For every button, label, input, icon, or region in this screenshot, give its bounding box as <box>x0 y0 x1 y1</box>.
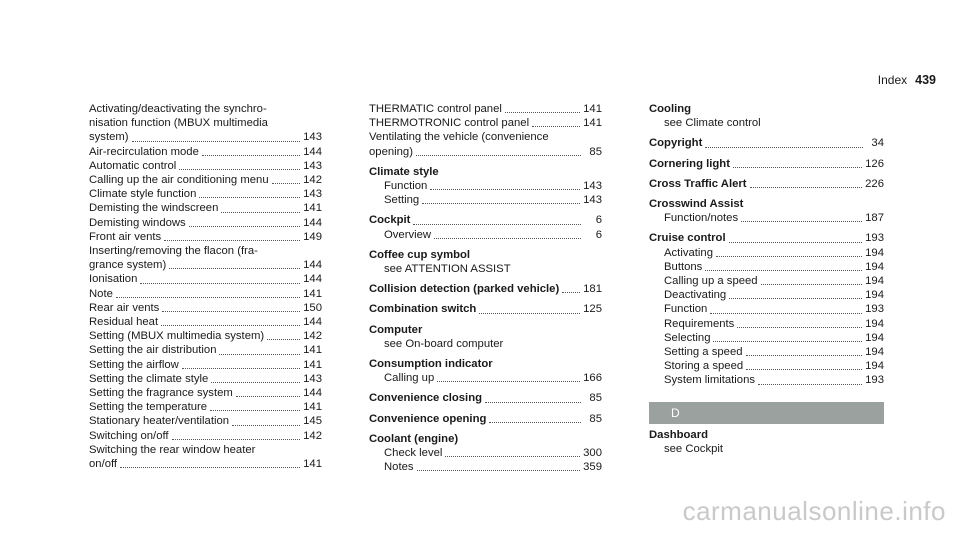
entry-title: Coffee cup symbol <box>369 248 471 261</box>
entry-text: System limitations <box>664 374 756 387</box>
index-line <box>369 228 602 242</box>
page-ref: 359 <box>583 461 602 474</box>
entry-text: THERMOTRONIC control panel <box>369 117 530 130</box>
entry-text: nisation function (MBUX multimedia <box>89 117 268 130</box>
index-line <box>89 201 322 215</box>
entry-text: Calling up <box>384 372 435 385</box>
page-ref: 144 <box>303 316 322 329</box>
index-entry-consumption <box>369 357 602 385</box>
entry-title: Cockpit <box>369 214 411 227</box>
entry-title: Crosswind Assist <box>649 198 744 211</box>
see-reference: see ATTENTION ASSIST <box>384 263 511 276</box>
page-ref: 143 <box>303 159 322 172</box>
entry-text: Buttons <box>664 260 703 273</box>
entry-title: Cooling <box>649 103 692 115</box>
index-column-3 <box>649 102 884 456</box>
entry-text: on/off <box>89 458 118 471</box>
leader-dots <box>211 382 300 383</box>
page-ref: 193 <box>865 232 884 245</box>
index-line <box>89 244 322 258</box>
page-ref: 144 <box>303 387 322 400</box>
index-line <box>89 457 322 471</box>
index-line <box>89 301 322 315</box>
leader-dots <box>562 292 580 293</box>
leader-dots <box>182 368 300 369</box>
page-ref: 194 <box>865 260 884 273</box>
leader-dots <box>132 141 301 142</box>
index-line <box>89 400 322 414</box>
page-ref: 6 <box>595 228 602 241</box>
index-entry-cooling <box>649 102 884 130</box>
leader-dots <box>219 354 300 355</box>
index-line <box>369 116 602 130</box>
index-column-2 <box>369 102 602 474</box>
page-ref: 6 <box>595 214 602 227</box>
leader-dots <box>164 240 300 241</box>
leader-dots <box>729 298 862 299</box>
page-ref: 194 <box>865 275 884 288</box>
index-line <box>369 193 602 207</box>
entry-text: Calling up a speed <box>664 275 758 288</box>
entry-text: Activating <box>664 246 713 259</box>
leader-dots <box>430 189 580 190</box>
entry-text: Selecting <box>664 331 711 344</box>
index-line <box>89 159 322 173</box>
leader-dots <box>445 456 580 457</box>
index-entry-dashboard <box>649 428 884 456</box>
index-line <box>89 130 322 144</box>
entry-text: Demisting the windscreen <box>89 202 219 215</box>
leader-dots <box>172 439 301 440</box>
entry-text: Setting the air distribution <box>89 344 217 357</box>
leader-dots <box>710 313 862 314</box>
page-ref: 144 <box>303 145 322 158</box>
entry-text: Function <box>384 180 428 193</box>
see-reference: see Climate control <box>664 117 761 130</box>
page-ref: 226 <box>865 177 884 190</box>
page-ref: 143 <box>303 372 322 385</box>
leader-dots <box>236 396 300 397</box>
index-line <box>89 429 322 443</box>
leader-dots <box>202 155 300 156</box>
index-line <box>649 331 884 345</box>
entry-text: Climate style function <box>89 188 197 201</box>
index-line <box>89 230 322 244</box>
index-line <box>369 130 602 144</box>
leader-dots <box>169 268 300 269</box>
see-reference: see Cockpit <box>664 442 724 455</box>
entry-text: system) <box>89 131 129 144</box>
page-ref: 142 <box>303 330 322 343</box>
leader-dots <box>434 238 581 239</box>
page-ref: 194 <box>865 331 884 344</box>
index-line <box>89 116 322 130</box>
entry-text: Deactivating <box>664 289 727 302</box>
index-line <box>649 211 884 225</box>
entry-text: Stationary heater/ventilation <box>89 415 230 428</box>
index-entry-climate-style <box>369 165 602 208</box>
entry-text: Function/notes <box>664 212 739 225</box>
leader-dots <box>505 112 580 113</box>
index-line <box>89 443 322 457</box>
index-entry-coffee-cup <box>369 248 602 276</box>
index-line <box>89 102 322 116</box>
leader-dots <box>417 470 581 471</box>
entry-title: Cross Traffic Alert <box>649 177 747 190</box>
page-ref: 181 <box>583 283 602 296</box>
index-entry-cruise-control <box>649 231 884 387</box>
entry-text: Function <box>664 303 708 316</box>
page-ref: 194 <box>865 289 884 302</box>
page-ref: 194 <box>865 360 884 373</box>
index-line <box>369 371 602 385</box>
page-ref: 34 <box>871 137 884 150</box>
entry-text: Setting (MBUX multimedia system) <box>89 330 265 343</box>
leader-dots <box>413 224 581 225</box>
index-entry-coolant <box>369 432 602 475</box>
entry-text: Setting <box>384 194 420 207</box>
entry-title: Copyright <box>649 137 703 150</box>
index-line <box>89 216 322 230</box>
index-line <box>649 345 884 359</box>
page-ref: 194 <box>865 346 884 359</box>
entry-text: Setting a speed <box>664 346 743 359</box>
page-ref: 143 <box>303 131 322 144</box>
index-line <box>369 179 602 193</box>
index-line <box>89 315 322 329</box>
leader-dots <box>750 187 863 188</box>
entry-text: Ventilating the vehicle (convenience <box>369 131 549 144</box>
leader-dots <box>140 283 300 284</box>
entry-text: Setting the fragrance system <box>89 387 233 400</box>
page-ref: 141 <box>583 103 602 115</box>
index-entry-copyright <box>649 136 884 150</box>
index-line <box>369 460 602 474</box>
entry-title: Convenience opening <box>369 412 487 425</box>
entry-text: Demisting windows <box>89 216 186 229</box>
page-ref: 150 <box>303 301 322 314</box>
entry-text: Activating/deactivating the synchro- <box>89 103 267 115</box>
index-line <box>649 260 884 274</box>
leader-dots <box>232 425 300 426</box>
leader-dots <box>746 355 863 356</box>
page-ref: 194 <box>865 317 884 330</box>
page-ref: 141 <box>583 117 602 130</box>
entry-text: Ionisation <box>89 273 138 286</box>
leader-dots <box>210 410 300 411</box>
page-ref: 166 <box>583 372 602 385</box>
leader-dots <box>741 221 862 222</box>
entry-text: Residual heat <box>89 316 159 329</box>
page-ref: 141 <box>303 287 322 300</box>
entry-title: Climate style <box>369 165 439 178</box>
entry-text: Requirements <box>664 317 735 330</box>
entry-title: Combination switch <box>369 303 477 316</box>
entry-text: Air-recirculation mode <box>89 145 199 158</box>
index-line <box>89 173 322 187</box>
leader-dots <box>713 341 862 342</box>
page-ref: 141 <box>303 358 322 371</box>
index-entry-collision <box>369 282 602 296</box>
page-ref: 141 <box>303 401 322 414</box>
entry-title: Dashboard <box>649 428 709 441</box>
entry-title: Cruise control <box>649 232 726 245</box>
index-entry-convenience-opening <box>369 412 602 426</box>
entry-text: Switching the rear window heater <box>89 443 256 456</box>
index-line <box>89 187 322 201</box>
leader-dots <box>479 313 580 314</box>
leader-dots <box>116 297 300 298</box>
index-line <box>649 288 884 302</box>
index-line <box>89 272 322 286</box>
index-line <box>369 145 602 159</box>
leader-dots <box>737 327 862 328</box>
page-ref: 143 <box>303 188 322 201</box>
page-ref: 85 <box>589 392 602 405</box>
page-ref: 149 <box>303 230 322 243</box>
entry-title: Convenience closing <box>369 392 482 405</box>
index-line <box>89 414 322 428</box>
index-column-1 <box>89 102 322 471</box>
index-line <box>649 274 884 288</box>
leader-dots <box>761 284 863 285</box>
page-ref: 187 <box>865 212 884 225</box>
leader-dots <box>746 369 862 370</box>
index-line <box>649 302 884 316</box>
index-line <box>369 102 602 116</box>
page-ref: 85 <box>589 412 602 425</box>
see-reference: see On-board computer <box>384 337 504 350</box>
entry-text: Note <box>89 287 113 300</box>
page-number: 439 <box>915 73 936 87</box>
leader-dots <box>437 381 580 382</box>
page-ref: 144 <box>303 216 322 229</box>
page-ref: 142 <box>303 429 322 442</box>
leader-dots <box>120 467 300 468</box>
entry-text: Notes <box>384 461 414 474</box>
leader-dots <box>162 311 300 312</box>
entry-text: Front air vents <box>89 230 162 243</box>
index-line <box>649 317 884 331</box>
leader-dots <box>199 197 300 198</box>
index-entry-cockpit <box>369 213 602 241</box>
index-line <box>649 246 884 260</box>
index-entry-convenience-closing <box>369 391 602 405</box>
index-line <box>89 358 322 372</box>
page-ref: 144 <box>303 273 322 286</box>
page-ref: 85 <box>589 145 602 158</box>
leader-dots <box>272 183 301 184</box>
page-ref: 143 <box>583 180 602 193</box>
entry-text: Overview <box>384 228 432 241</box>
leader-dots <box>161 325 300 326</box>
index-line <box>89 258 322 272</box>
page-ref: 300 <box>583 447 602 460</box>
leader-dots <box>705 270 862 271</box>
index-line <box>89 145 322 159</box>
leader-dots <box>716 256 862 257</box>
index-line <box>89 372 322 386</box>
leader-dots <box>189 226 300 227</box>
letter-section-header: D <box>649 402 884 424</box>
leader-dots <box>179 169 300 170</box>
entry-text: Calling up the air conditioning menu <box>89 174 269 187</box>
entry-text: THERMATIC control panel <box>369 103 502 115</box>
index-line <box>89 386 322 400</box>
entry-text: Storing a speed <box>664 360 744 373</box>
entry-title: Collision detection (parked vehicle) <box>369 283 560 296</box>
index-line <box>89 343 322 357</box>
entry-title: Coolant (engine) <box>369 432 459 445</box>
leader-dots <box>267 339 300 340</box>
index-line <box>369 446 602 460</box>
page-ref: 194 <box>865 246 884 259</box>
index-line <box>649 359 884 373</box>
page-ref: 142 <box>303 174 322 187</box>
entry-text: Inserting/removing the flacon (fra- <box>89 245 258 258</box>
page-ref: 126 <box>865 157 884 170</box>
entry-title: Computer <box>369 323 423 336</box>
page-ref: 125 <box>583 303 602 316</box>
page-ref: 141 <box>303 458 322 471</box>
entry-text: Setting the climate style <box>89 372 209 385</box>
entry-text: Setting the temperature <box>89 401 208 414</box>
index-line <box>649 373 884 387</box>
page-ref: 144 <box>303 259 322 272</box>
entry-title: Consumption indicator <box>369 358 493 371</box>
index-line <box>89 329 322 343</box>
watermark: carmanualsonline.info <box>682 496 946 526</box>
page-ref: 141 <box>303 202 322 215</box>
index-entry-cross-traffic-alert <box>649 177 884 191</box>
leader-dots <box>758 384 862 385</box>
entry-text: opening) <box>369 145 413 158</box>
leader-dots <box>485 402 581 403</box>
leader-dots <box>733 167 862 168</box>
entry-text: Rear air vents <box>89 301 160 314</box>
leader-dots <box>416 155 581 156</box>
leader-dots <box>489 422 581 423</box>
leader-dots <box>422 203 580 204</box>
index-entry-combination-switch <box>369 302 602 316</box>
entry-text: Automatic control <box>89 159 177 172</box>
leader-dots <box>729 242 863 243</box>
leader-dots <box>221 212 300 213</box>
index-line <box>89 287 322 301</box>
page-ref: 193 <box>865 374 884 387</box>
page-ref: 143 <box>583 194 602 207</box>
entry-text: Setting the airflow <box>89 358 179 371</box>
entry-text: Switching on/off <box>89 429 169 442</box>
section-label: Index <box>877 73 908 87</box>
leader-dots <box>705 147 863 148</box>
page-ref: 193 <box>865 303 884 316</box>
entry-text: grance system) <box>89 259 167 272</box>
entry-text: Check level <box>384 447 443 460</box>
leader-dots <box>532 126 580 127</box>
page-ref: 145 <box>303 415 322 428</box>
page-header <box>878 73 936 87</box>
page-ref: 141 <box>303 344 322 357</box>
entry-title: Cornering light <box>649 157 730 170</box>
index-entry-cornering-light <box>649 157 884 171</box>
index-entry-crosswind-assist <box>649 197 884 225</box>
index-entry-computer <box>369 323 602 351</box>
